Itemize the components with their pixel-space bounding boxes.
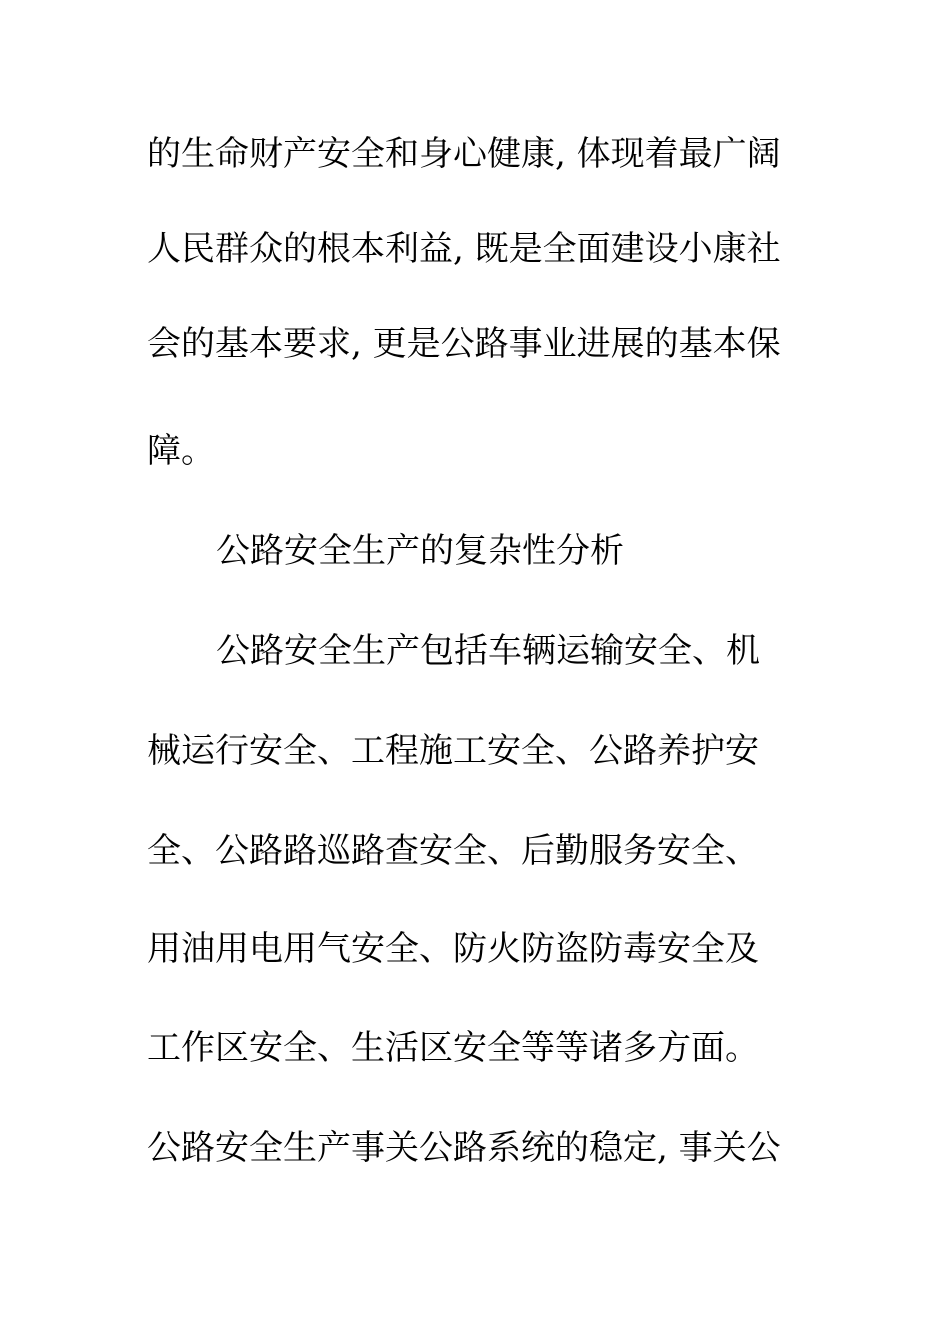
paragraph-line-4: 障。 [147, 431, 215, 471]
paragraph-line-8: 用油用电用气安全、防火防盗防毒安全及 [147, 929, 759, 969]
paragraph-line-1: 的生命财产安全和身心健康, 体现着最广阔 [147, 134, 781, 174]
paragraph-line-3: 会的基本要求, 更是公路事业进展的基本保 [147, 324, 781, 364]
paragraph-line-5: 公路安全生产包括车辆运输安全、机 [216, 631, 760, 671]
section-heading: 公路安全生产的复杂性分析 [216, 531, 624, 571]
paragraph-line-2: 人民群众的根本利益, 既是全面建设小康社 [147, 229, 781, 269]
paragraph-line-6: 械运行安全、工程施工安全、公路养护安 [147, 731, 759, 771]
paragraph-line-10: 公路安全生产事关公路系统的稳定, 事关公 [147, 1128, 781, 1168]
paragraph-line-9: 工作区安全、生活区安全等等诸多方面。 [147, 1028, 759, 1068]
paragraph-line-7: 全、公路路巡路查安全、后勤服务安全、 [147, 831, 759, 871]
